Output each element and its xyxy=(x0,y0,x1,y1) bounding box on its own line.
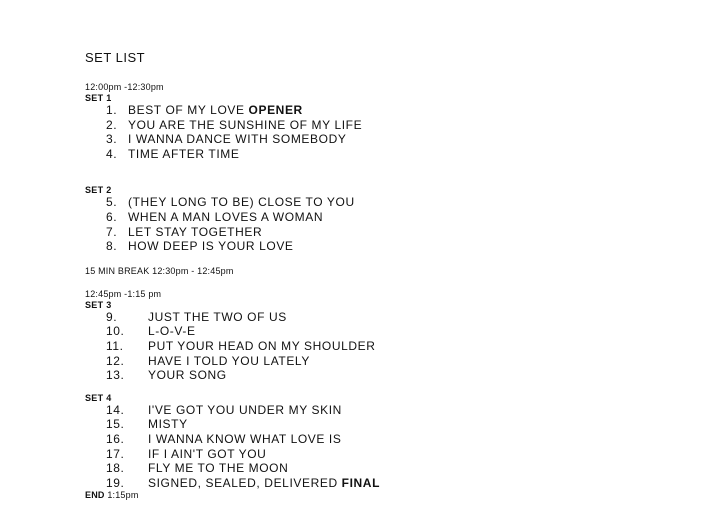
song-number: 18. xyxy=(106,461,125,476)
song-item xyxy=(85,461,685,476)
song-number: 10. xyxy=(106,324,125,339)
song-number: 6. xyxy=(106,209,118,224)
song-number: 11. xyxy=(106,338,124,353)
song-item xyxy=(85,324,685,339)
song-title: YOUR SONG xyxy=(148,368,227,383)
end-note xyxy=(85,490,685,501)
song-number: 12. xyxy=(106,353,125,368)
song-title: BEST OF MY LOVE xyxy=(128,103,245,117)
song-number: 9. xyxy=(106,309,118,324)
song-title: I WANNA DANCE WITH SOMEBODY xyxy=(128,132,347,147)
song-title: WHEN A MAN LOVES A WOMAN xyxy=(128,209,324,224)
song-item xyxy=(85,368,685,383)
song-tag: OPENER xyxy=(248,103,303,117)
song-item xyxy=(85,225,685,240)
song-title: I WANNA KNOW WHAT LOVE IS xyxy=(148,431,342,446)
song-number: 1. xyxy=(106,103,118,117)
song-number: 13. xyxy=(106,368,125,383)
set3-label: SET 3 xyxy=(85,299,112,310)
song-item xyxy=(85,147,685,162)
song-item xyxy=(85,447,685,462)
song-number: 2. xyxy=(106,117,118,132)
song-title: HAVE I TOLD YOU LATELY xyxy=(148,353,310,368)
set2-song-list xyxy=(85,195,685,253)
song-item xyxy=(85,354,685,369)
song-number: 8. xyxy=(106,239,118,254)
set1-song-list xyxy=(85,103,685,161)
song-item xyxy=(85,432,685,447)
song-title: (THEY LONG TO BE) CLOSE TO YOU xyxy=(128,195,355,210)
song-item xyxy=(85,132,685,147)
song-number: 4. xyxy=(106,146,118,161)
song-title: LET STAY TOGETHER xyxy=(128,224,263,239)
song-item xyxy=(85,118,685,133)
set-list-document xyxy=(85,50,685,501)
set1-time: 12:00pm -12:30pm xyxy=(85,82,164,92)
song-number: 14. xyxy=(106,402,125,417)
song-number: 7. xyxy=(106,224,118,239)
song-item xyxy=(85,476,685,491)
song-title: YOU ARE THE SUNSHINE OF MY LIFE xyxy=(128,117,363,132)
set2-label: SET 2 xyxy=(85,185,112,196)
end-label: END xyxy=(85,490,105,501)
set1-label: SET 1 xyxy=(85,93,112,103)
song-item xyxy=(85,417,685,432)
set3-time: 12:45pm -1:15 pm xyxy=(85,288,162,299)
song-title: SIGNED, SEALED, DELIVERED xyxy=(148,475,338,490)
song-item xyxy=(85,339,685,354)
break-note: 15 MIN BREAK 12:30pm - 12:45pm xyxy=(85,265,234,276)
song-item xyxy=(85,195,685,210)
song-title: TIME AFTER TIME xyxy=(128,146,240,161)
song-title: FLY ME TO THE MOON xyxy=(148,461,289,476)
set4-label: SET 4 xyxy=(85,392,112,403)
song-title: MISTY xyxy=(148,417,188,432)
song-title: JUST THE TWO OF US xyxy=(148,309,287,324)
song-item xyxy=(85,310,685,325)
song-item xyxy=(85,103,685,118)
song-number: 15. xyxy=(106,417,125,432)
song-item xyxy=(85,210,685,225)
song-title: HOW DEEP IS YOUR LOVE xyxy=(128,239,294,254)
page-title: SET LIST xyxy=(85,50,146,65)
song-title: L-O-V-E xyxy=(148,324,196,339)
song-tag: FINAL xyxy=(341,475,380,490)
set3-song-list xyxy=(85,310,685,383)
song-number: 19. xyxy=(106,475,125,490)
song-number: 17. xyxy=(106,446,125,461)
end-time: 1:15pm xyxy=(107,490,139,501)
song-title: PUT YOUR HEAD ON MY SHOULDER xyxy=(148,338,376,353)
song-number: 3. xyxy=(106,132,118,147)
song-number: 16. xyxy=(106,431,125,446)
set4-song-list xyxy=(85,403,685,491)
song-title: I'VE GOT YOU UNDER MY SKIN xyxy=(148,402,342,417)
song-item xyxy=(85,239,685,254)
song-item xyxy=(85,403,685,418)
song-title: IF I AIN'T GOT YOU xyxy=(148,446,267,461)
song-number: 5. xyxy=(106,195,118,210)
